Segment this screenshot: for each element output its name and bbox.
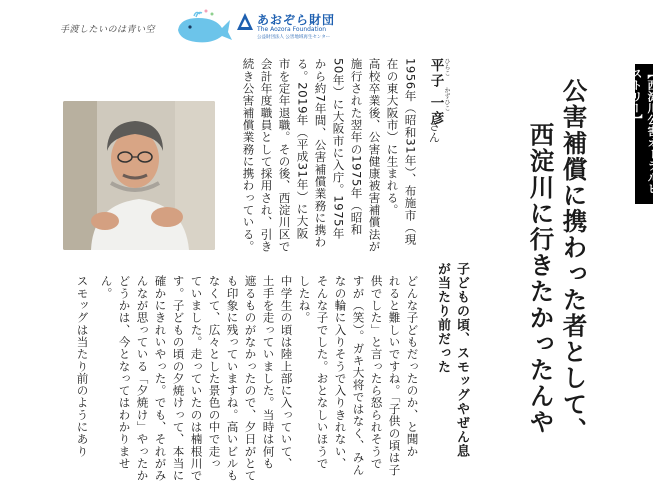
- body-line: 遮るものがなかったので、夕日がとて: [243, 275, 258, 482]
- ruby-given: かずひこ: [443, 87, 450, 111]
- body-line: す。子どもの頃の夕焼けって、本当に: [171, 275, 186, 482]
- body-line: ていました。走っていたのは楠根川で: [189, 275, 204, 482]
- bio-line: る。2019年（平成31年）に大阪: [295, 58, 310, 240]
- series-tag: 【西淀川公害オーラルヒストリー】: [635, 64, 653, 204]
- body-line: 供でした」と言ったら怒られそうで: [369, 275, 384, 470]
- org-name-jp: あおぞら財団: [257, 13, 336, 27]
- subheading-line-2: が当たり前だった: [435, 262, 450, 374]
- body-line: 中学生の頃は陸上部に入っていて、: [279, 275, 294, 470]
- bio-line: 施行された翌年の1975年（昭和: [349, 58, 364, 236]
- bio-line: 高校卒業後、公害健康被害補償法が: [367, 58, 382, 253]
- body-line: すが（笑）。ガキ大将ではなく、みん: [351, 275, 366, 476]
- body-line: ん。: [99, 275, 114, 300]
- bio-line: 続き公害補償業務に携わっている。: [241, 58, 256, 253]
- tagline: 手渡したいのは青い空: [60, 25, 156, 35]
- bio-line: 会計年度職員として採用され、引き: [259, 58, 274, 253]
- body-line: んなが思っている「夕焼け」やったか: [135, 275, 150, 482]
- org-subtitle: 公益財団法人 公害地域再生センター: [257, 35, 331, 40]
- title-line-2: 西淀川に行きたかったんや: [526, 122, 556, 436]
- body-line: も印象に残っていますね。高いビルも: [225, 275, 240, 482]
- body-line: なくて、広々とした景色の中で走っ: [207, 275, 222, 470]
- body-line: 確かにきれいやった。でも、それがみ: [153, 275, 168, 482]
- body-line: そんな子でした。おとなしいほうで: [315, 275, 330, 470]
- body-line: どうかは、今となってはわかりませ: [117, 275, 132, 470]
- org-name-en: The Aozora Foundation: [257, 26, 327, 33]
- title-line-1: 公害補償に携わった者として、: [559, 78, 589, 444]
- body-line: スモッグは当たり前のようにあり: [75, 275, 90, 458]
- article-body: [60, 275, 422, 482]
- ruby-family: ひらこ: [443, 58, 450, 76]
- subheading-line-1: 子どもの頃、スモッグやぜん息: [454, 262, 469, 458]
- body-line: どんな子どもだったのか、と聞か: [405, 275, 420, 458]
- portrait-photo: [63, 101, 215, 250]
- bio-line: 50年）に大阪市に入庁。1975年: [331, 58, 346, 240]
- whale-icon: [172, 8, 234, 46]
- bio-line: から約7年間、公害補償業務に携わ: [313, 58, 328, 249]
- person-honorific: さん: [427, 120, 442, 143]
- bio-line: 市を定年退職。その後、西淀川区で: [277, 58, 292, 253]
- person-name: 平子 一彦: [427, 58, 444, 127]
- bio-line: 在の東大阪市）に生まれる。: [385, 58, 400, 216]
- body-line: 土手を走っていました。当時は何も: [261, 275, 276, 470]
- header-logo-row: [60, 8, 350, 48]
- bio: [236, 58, 416, 258]
- aozora-logo-icon: [236, 12, 254, 32]
- body-line: なの輪に入りそうで入りきれない、: [333, 275, 348, 470]
- body-line: したね。: [297, 275, 312, 324]
- bio-line: 1956年（昭和31年）、布施市（現: [403, 58, 418, 246]
- body-line: れると難しいですね。「子供の頃は子: [387, 275, 402, 476]
